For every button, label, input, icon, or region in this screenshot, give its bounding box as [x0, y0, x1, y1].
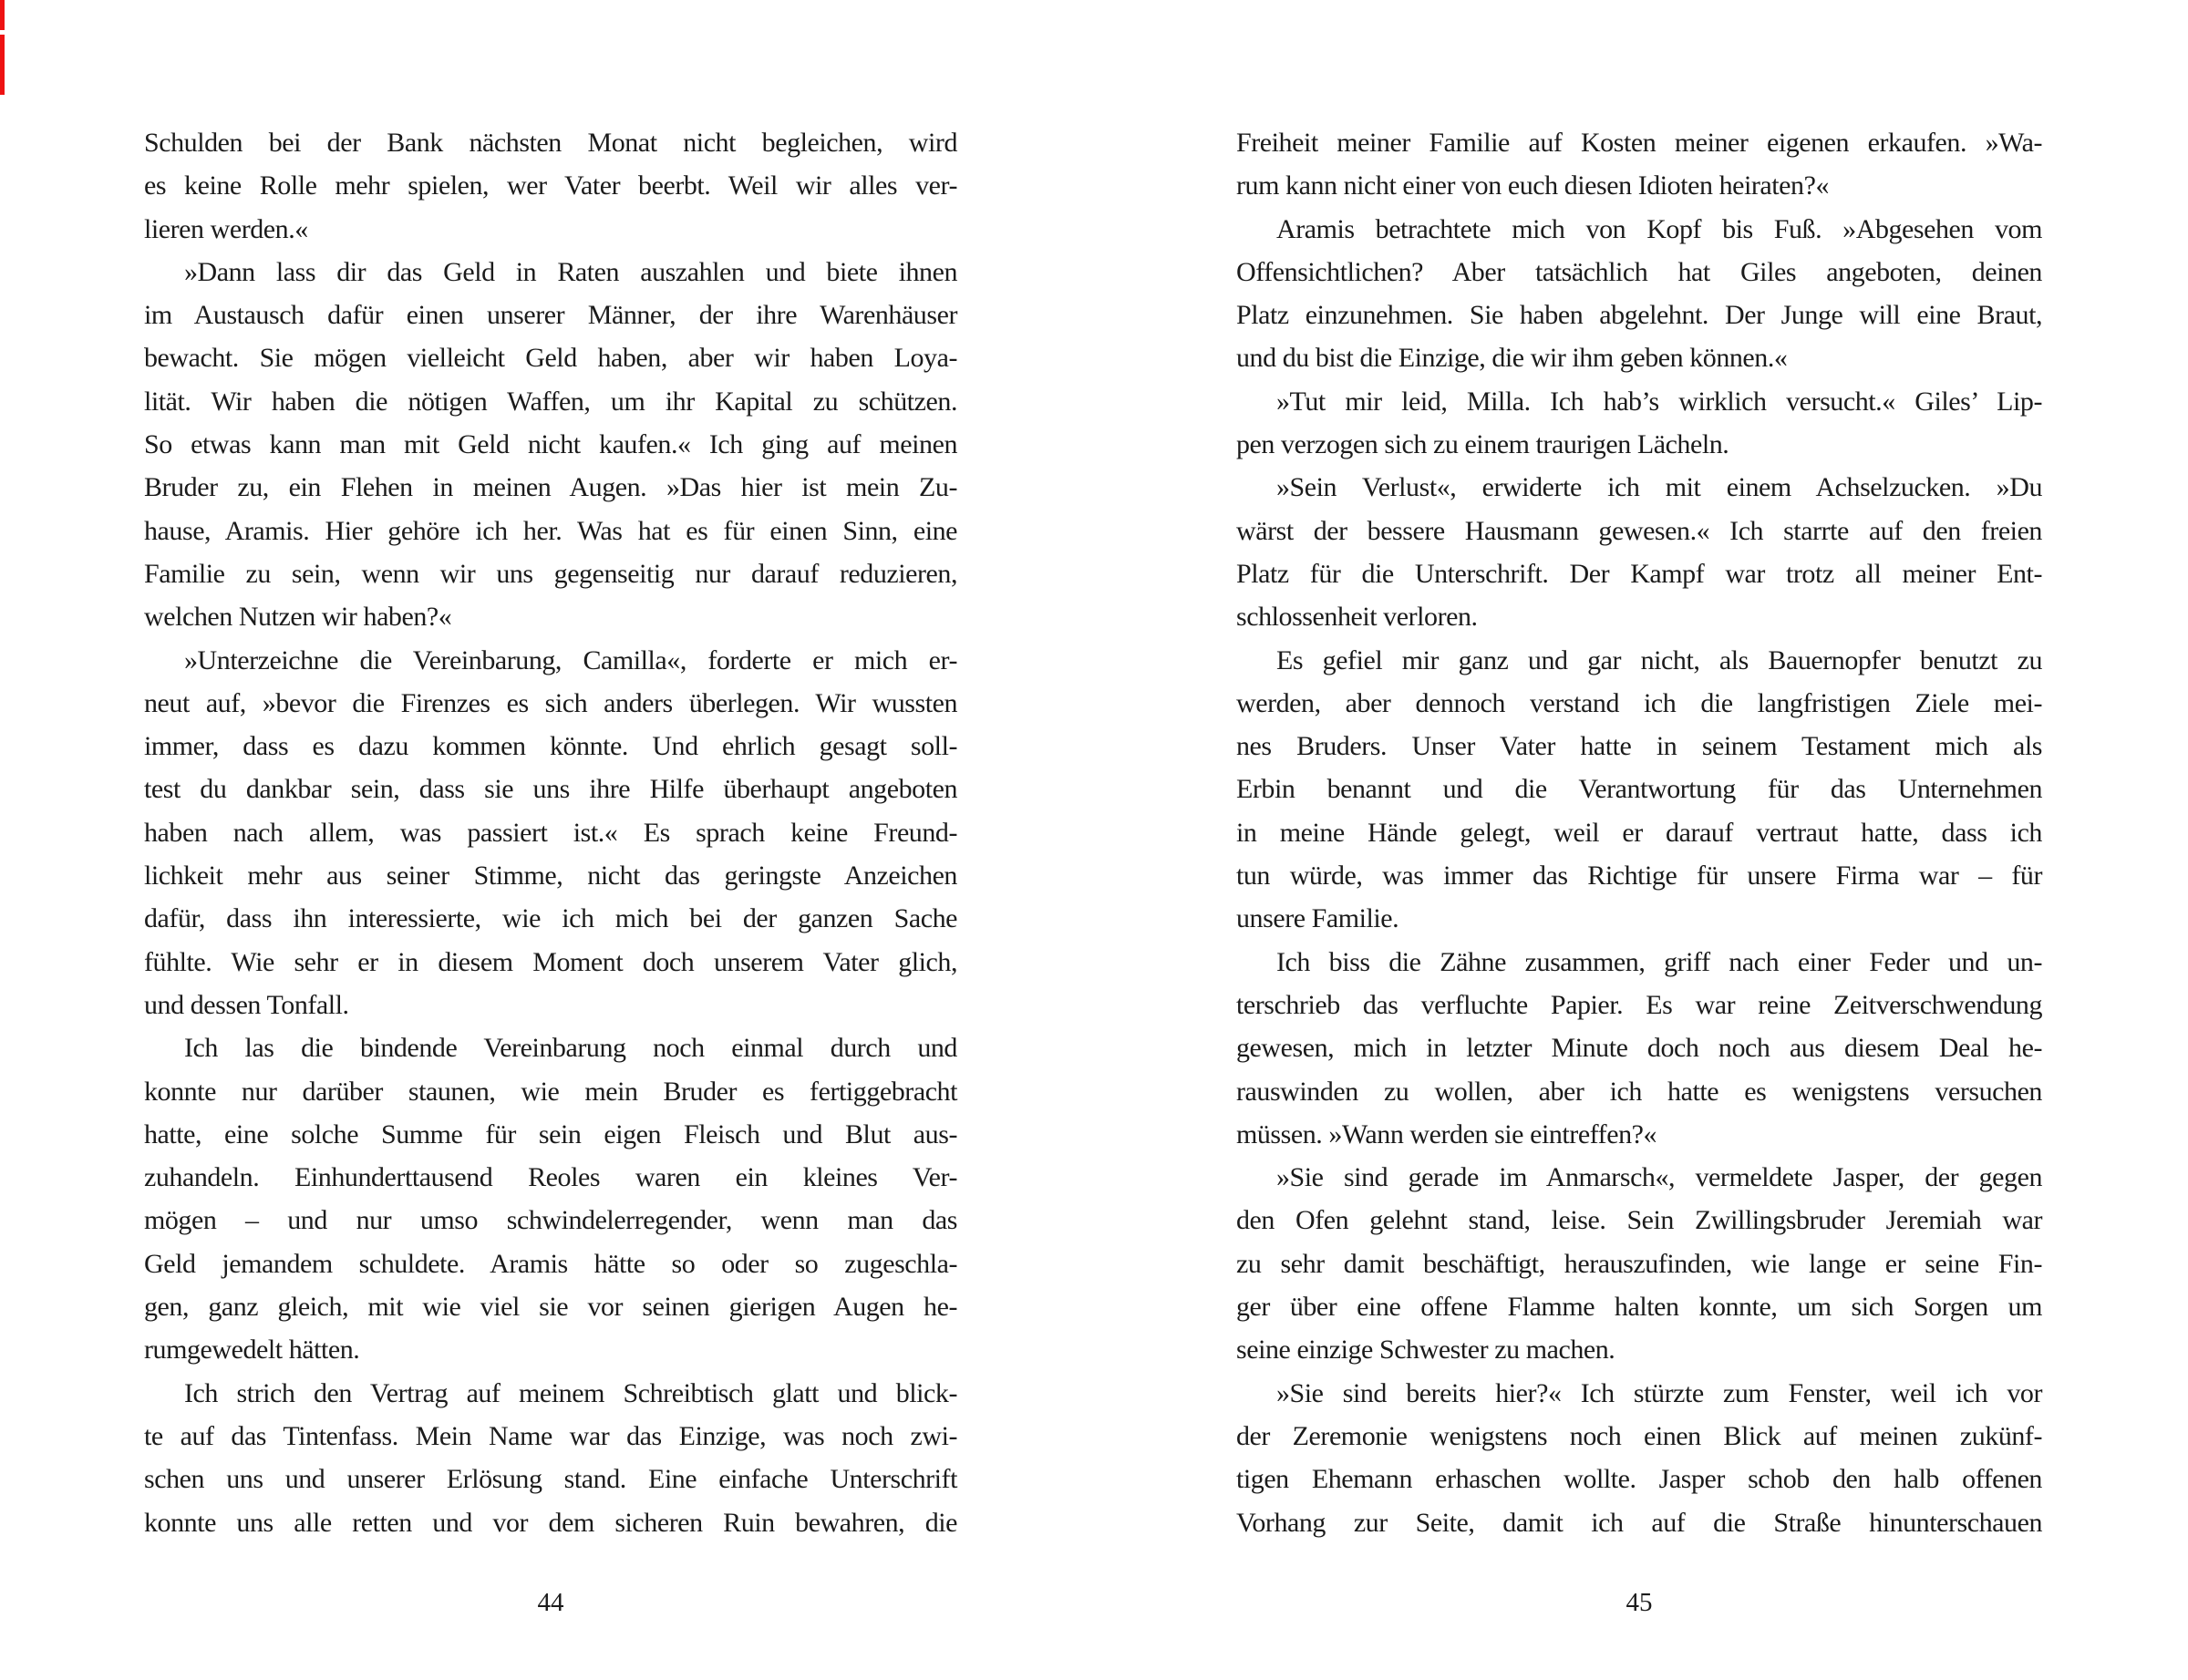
- text-line: Erbin benannt und die Verantwortung für das Unternehmen: [1236, 774, 2042, 805]
- text-line: lität. Wir haben die nötigen Waffen, um ihr Kapital zu schützen.: [144, 386, 957, 417]
- text-line: test du dankbar sein, dass sie uns ihre Hilfe überhaupt angeboten: [144, 774, 957, 805]
- text-line: fühlte. Wie sehr er in diesem Moment doch unserem Vater glich,: [144, 946, 957, 977]
- text-line: »Sie sind gerade im Anmarsch«, vermeldete Jasper, der gegen: [1276, 1162, 2042, 1193]
- text-line: lieren werden.«: [144, 213, 308, 244]
- text-line: rauswinden zu wollen, aber ich hatte es wenigstens versuchen: [1236, 1076, 2042, 1107]
- text-line: schlossenheit verloren.: [1236, 602, 1478, 633]
- text-line: Vorhang zur Seite, damit ich auf die Straße hinunterschauen: [1236, 1507, 2042, 1538]
- text-line: tigen Ehemann erhaschen wollte. Jasper schob den halb offenen: [1236, 1464, 2042, 1495]
- text-line: rum kann nicht einer von euch diesen Idioten heiraten?«: [1236, 170, 1830, 201]
- text-line: tun würde, was immer das Richtige für unsere Firma war – für: [1236, 861, 2042, 892]
- text-line: ger über eine offene Flamme halten konnte, um sich Sorgen um: [1236, 1292, 2042, 1323]
- text-line: pen verzogen sich zu einem traurigen Lächeln.: [1236, 429, 1729, 460]
- text-line: zu sehr damit beschäftigt, herauszufinden, wie lange er seine Fin-: [1236, 1248, 2042, 1279]
- text-line: nes Bruders. Unser Vater hatte in seinem Testament mich als: [1236, 731, 2042, 762]
- text-line: haben nach allem, was passiert ist.« Es sprach keine Freund-: [144, 817, 957, 848]
- text-line: Offensichtlichen? Aber tatsächlich hat Giles angeboten, deinen: [1236, 256, 2042, 287]
- text-line: der Zeremonie wenigstens noch einen Blick auf meinen zukünf-: [1236, 1420, 2042, 1451]
- text-line: konnte nur darüber staunen, wie mein Bruder es fertiggebracht: [144, 1076, 957, 1107]
- text-line: So etwas kann man mit Geld nicht kaufen.« Ich ging auf meinen: [144, 429, 957, 460]
- text-line: im Austausch dafür einen unserer Männer, der ihre Warenhäuser: [144, 300, 957, 331]
- text-line: müssen. »Wann werden sie eintreffen?«: [1236, 1118, 1657, 1149]
- text-line: Aramis betrachtete mich von Kopf bis Fuß. »Abgesehen vom: [1276, 213, 2042, 244]
- text-line: »Tut mir leid, Milla. Ich hab’s wirklich versucht.« Giles’ Lip-: [1276, 386, 2042, 417]
- text-line: hatte, eine solche Summe für sein eigen Fleisch und Blut aus-: [144, 1118, 957, 1149]
- text-line: terschrieb das verfluchte Papier. Es war reine Zeitverschwendung: [1236, 989, 2042, 1020]
- text-line: neut auf, »bevor die Firenzes es sich anders überlegen. Wir wussten: [144, 687, 957, 718]
- text-line: Platz einzunehmen. Sie haben abgelehnt. Der Junge will eine Braut,: [1236, 300, 2042, 331]
- scan-edge-mark: [0, 35, 5, 95]
- text-line: seine einzige Schwester zu machen.: [1236, 1335, 1615, 1366]
- text-line: »Sie sind bereits hier?« Ich stürzte zum Fenster, weil ich vor: [1276, 1377, 2042, 1408]
- right-page-number: 45: [1626, 1588, 1653, 1617]
- text-line: Freiheit meiner Familie auf Kosten meiner eigenen erkaufen. »Wa-: [1236, 128, 2042, 158]
- text-line: unsere Familie.: [1236, 903, 1399, 934]
- text-line: Es gefiel mir ganz und gar nicht, als Bauernopfer benutzt zu: [1276, 644, 2042, 675]
- text-line: Schulden bei der Bank nächsten Monat nicht begleichen, wird: [144, 128, 957, 158]
- text-line: rumgewedelt hätten.: [144, 1335, 360, 1366]
- text-line: gewesen, mich in letzter Minute doch noch aus diesem Deal he-: [1236, 1033, 2042, 1064]
- text-line: werden, aber dennoch verstand ich die langfristigen Ziele mei-: [1236, 687, 2042, 718]
- text-line: konnte uns alle retten und vor dem sicheren Ruin bewahren, die: [144, 1507, 957, 1538]
- text-line: den Ofen gelehnt stand, leise. Sein Zwillingsbruder Jeremiah war: [1236, 1205, 2042, 1236]
- text-line: gen, ganz gleich, mit wie viel sie vor seinen gierigen Augen he-: [144, 1292, 957, 1323]
- text-line: dafür, dass ihn interessierte, wie ich mich bei der ganzen Sache: [144, 903, 957, 934]
- scan-edge-mark: [0, 0, 5, 30]
- text-line: wärst der bessere Hausmann gewesen.« Ich starrte auf den freien: [1236, 515, 2042, 546]
- text-line: Ich strich den Vertrag auf meinem Schreibtisch glatt und blick-: [184, 1377, 957, 1408]
- left-page-text: [144, 121, 957, 1544]
- text-line: »Unterzeichne die Vereinbarung, Camilla«, forderte er mich er-: [184, 644, 957, 675]
- text-line: lichkeit mehr aus seiner Stimme, nicht das geringste Anzeichen: [144, 861, 957, 892]
- text-line: in meine Hände gelegt, weil er darauf vertraut hatte, dass ich: [1236, 817, 2042, 848]
- text-line: »Sein Verlust«, erwiderte ich mit einem Achselzucken. »Du: [1276, 472, 2042, 503]
- text-line: Ich las die bindende Vereinbarung noch einmal durch und: [184, 1033, 957, 1064]
- text-line: »Dann lass dir das Geld in Raten auszahlen und biete ihnen: [184, 256, 957, 287]
- right-page-text: [1236, 121, 2042, 1544]
- text-line: te auf das Tintenfass. Mein Name war das Einzige, was noch zwi-: [144, 1420, 957, 1451]
- text-line: Ich biss die Zähne zusammen, griff nach einer Feder und un-: [1276, 946, 2042, 977]
- text-line: es keine Rolle mehr spielen, wer Vater beerbt. Weil wir alles ver-: [144, 170, 957, 201]
- text-line: Platz für die Unterschrift. Der Kampf war trotz all meiner Ent-: [1236, 558, 2042, 589]
- text-line: Geld jemandem schuldete. Aramis hätte so oder so zugeschla-: [144, 1248, 957, 1279]
- text-line: immer, dass es dazu kommen könnte. Und ehrlich gesagt soll-: [144, 731, 957, 762]
- text-line: Familie zu sein, wenn wir uns gegenseitig nur darauf reduzieren,: [144, 558, 957, 589]
- text-line: mögen – und nur umso schwindelerregender, wenn man das: [144, 1205, 957, 1236]
- text-line: schen uns und unserer Erlösung stand. Eine einfache Unterschrift: [144, 1464, 957, 1495]
- text-line: und dessen Tonfall.: [144, 989, 349, 1020]
- text-line: Bruder zu, ein Flehen in meinen Augen. »Das hier ist mein Zu-: [144, 472, 957, 503]
- text-line: hause, Aramis. Hier gehöre ich her. Was hat es für einen Sinn, eine: [144, 515, 957, 546]
- text-line: und du bist die Einzige, die wir ihm geben können.«: [1236, 343, 1788, 374]
- text-line: welchen Nutzen wir haben?«: [144, 602, 452, 633]
- text-line: bewacht. Sie mögen vielleicht Geld haben, aber wir haben Loya-: [144, 343, 957, 374]
- text-line: zuhandeln. Einhunderttausend Reoles waren ein kleines Ver-: [144, 1162, 957, 1193]
- left-page-number: 44: [537, 1588, 564, 1617]
